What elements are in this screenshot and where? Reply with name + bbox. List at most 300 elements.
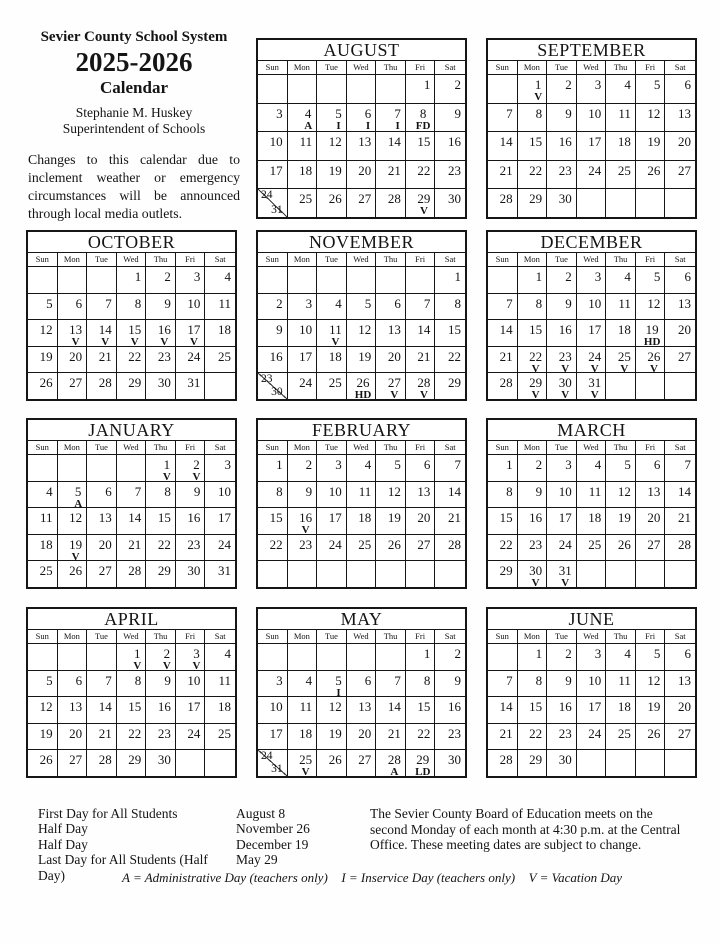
day-cell [205,508,235,534]
day-number: 6 [684,269,691,284]
day-number: 6 [105,483,112,499]
weekday-label: Tue [547,61,577,74]
day-cell-empty [288,644,318,670]
day-value [529,323,542,336]
day-cell [665,535,695,561]
day-value [329,511,342,524]
day-cell [258,535,288,561]
day-value [299,511,312,534]
day-number: 10 [187,295,201,311]
day-number: 21 [387,725,401,741]
day-number: 28 [499,752,513,768]
week-row [488,267,695,294]
day-cell [488,455,518,481]
day-cell [547,697,577,723]
day-cell [665,75,695,103]
day-code: LD [415,766,431,776]
day-cell [376,724,406,750]
day-number: 22 [157,536,171,552]
day-code: V [561,577,570,587]
day-cell [518,750,548,776]
day-cell [636,104,666,132]
day-value [654,458,661,471]
day-value [270,538,283,551]
day-cell [317,373,347,399]
day-code: HD [643,336,661,346]
day-number: 21 [387,162,401,178]
day-cell [258,508,288,534]
day-value [187,376,200,389]
day-number: 12 [647,105,661,121]
day-value [647,485,660,498]
day-cell [577,347,607,373]
day-value [105,297,112,310]
day-value [624,270,631,283]
day-cell [258,373,288,399]
day-value [69,564,82,577]
week-row [258,104,465,133]
day-cell [636,644,666,670]
day-cell [665,132,695,160]
day-value [358,192,371,205]
day-number: 18 [617,134,631,150]
day-number: 22 [529,348,543,364]
day-value [448,192,461,205]
day-code: V [419,389,428,399]
day-number: 7 [394,672,401,688]
day-number: 11 [358,483,372,499]
day-cell [58,373,88,399]
day-cell [87,347,117,373]
weekday-label: Wed [347,630,377,643]
day-number: 2 [565,77,572,92]
key-date-row [38,806,368,821]
day-value [529,376,542,399]
month-title: AUGUST [258,40,465,61]
day-value [647,511,660,524]
day-cell [28,561,58,587]
day-cell [58,294,88,320]
day-number: 30 [187,563,201,579]
day-value [329,350,342,363]
day-value [105,674,112,687]
day-code: A [74,497,83,508]
day-number: 17 [217,510,231,526]
day-number: 21 [499,162,513,178]
day-value [424,458,431,471]
day-value [529,538,542,551]
day-number: 14 [128,510,142,526]
day-value [40,727,53,740]
day-value [618,164,631,177]
day-value [647,135,660,148]
day-cell [258,697,288,723]
day-number: 29 [416,752,430,768]
day-cell [636,671,666,697]
day-cell-empty [488,267,518,293]
day-cell-empty [176,750,206,776]
day-cell [28,373,58,399]
day-number: 20 [387,348,401,364]
day-cell-empty [87,455,117,481]
day-value [684,78,691,91]
day-value [40,564,53,577]
day-number: 5 [653,269,661,284]
day-number: 14 [387,134,401,150]
day-cell [518,644,548,670]
weekday-label: Wed [347,253,377,266]
day-number: 19 [647,134,661,150]
day-number: 29 [499,563,513,579]
day-number: 6 [75,295,83,311]
day-cell [58,561,88,587]
day-value [300,135,313,148]
day-value [218,485,231,498]
day-value [40,376,53,389]
day-code: V [130,336,139,346]
day-cell [606,132,636,160]
weekday-label: Fri [176,441,206,454]
day-code: I [336,686,341,697]
day-value [163,647,171,670]
weekday-label: Sat [444,631,456,641]
day-value [565,674,572,687]
day-number: 19 [39,348,53,364]
day-number: 27 [69,375,83,391]
day-number: 9 [276,322,283,338]
day-number: 23 [558,162,572,178]
day-value [424,78,431,91]
day-number: 13 [677,295,691,311]
day-value [415,753,430,776]
day-value [388,323,401,336]
day-cell [146,347,176,373]
weekday-label: Tue [547,253,577,266]
day-number: 18 [617,322,631,338]
day-cell [606,644,636,670]
day-number: 11 [218,672,231,688]
day-value [299,164,312,177]
day-value [74,485,82,508]
weekday-label: Tue [87,441,117,454]
day-value [500,727,513,740]
day-cell [406,373,436,399]
month-title: MARCH [488,420,695,441]
day-value [388,376,401,399]
week-row [488,161,695,190]
day-number: 21 [128,536,142,552]
weekday-label: Thu [606,441,636,454]
day-cell [435,267,465,293]
week-row [258,482,465,509]
day-cell [376,161,406,189]
day-cell [317,132,347,160]
day-number: 12 [387,483,401,499]
day-value [46,485,53,498]
day-number: 20 [98,536,112,552]
day-cell [547,455,577,481]
day-value [500,350,513,363]
day-number: 10 [588,672,602,688]
day-code: V [162,660,171,670]
weekday-header-row [488,61,695,75]
day-value [454,78,461,91]
weekday-header-row [258,441,465,455]
day-number: 8 [535,295,543,311]
day-cell [347,189,377,217]
day-value [187,297,200,310]
day-value [565,107,572,120]
day-number: 5 [653,77,661,92]
day-code: V [531,389,540,399]
day-value [218,564,231,577]
day-value [388,485,401,498]
day-cell [146,724,176,750]
day-cell [406,697,436,723]
day-number: 30 [157,752,171,768]
day-value [394,674,401,687]
day-value [417,192,430,217]
day-cell-empty [665,750,695,776]
day-cell [547,75,577,103]
day-value [388,350,401,363]
day-cell [117,644,147,670]
day-number: 20 [677,699,691,715]
day-cell [176,267,206,293]
day-cell [288,724,318,750]
day-cell [87,508,117,534]
day-value [270,727,283,740]
day-value [618,485,631,498]
day-cell [317,320,347,346]
day-cell [205,482,235,508]
day-cell [205,294,235,320]
day-number: 30 [558,191,572,207]
day-cell [176,294,206,320]
day-value [559,164,572,177]
day-value [164,485,171,498]
week-row [28,267,235,294]
day-value [565,458,572,471]
weekday-label: Wed [117,630,147,643]
day-value [133,647,141,670]
day-number: 14 [98,699,112,715]
day-number: 6 [684,646,691,661]
day-value [69,727,82,740]
day-cell [347,161,377,189]
day-number: 16 [558,134,572,150]
day-cell [58,508,88,534]
day-value [559,511,572,524]
day-value [69,350,82,363]
day-cell [435,455,465,481]
day-cell [288,161,318,189]
day-number: 27 [677,162,691,178]
day-cell-empty [117,455,147,481]
day-value [299,323,312,336]
day-cell [435,482,465,508]
day-number: 28 [98,752,112,768]
day-cell [288,132,318,160]
day-cell [435,671,465,697]
day-cell [376,750,406,776]
weekday-label: Wed [347,61,377,74]
day-value [394,297,401,310]
day-number: 3 [305,295,313,311]
day-cell [577,671,607,697]
day-cell [288,294,318,320]
day-number: 16 [299,510,313,526]
day-number: 31 [558,563,572,579]
day-value [299,192,312,205]
day-number: 22 [529,162,543,178]
day-cell [435,724,465,750]
day-value [454,270,461,283]
day-number: 16 [558,699,572,715]
day-number: 26 [39,752,53,768]
day-cell [547,561,577,587]
day-number: 2 [193,457,200,472]
weekday-label: Sun [258,253,288,266]
day-value [335,297,342,310]
day-cell [58,750,88,776]
day-value [69,700,82,713]
weekday-label: Thu [606,253,636,266]
day-cell [435,75,465,103]
day-cell-empty [435,561,465,587]
day-cell [258,347,288,373]
weekday-label: Mon [58,441,88,454]
day-value [448,727,461,740]
day-value [270,164,283,177]
day-cell [665,697,695,723]
day-cell-empty [28,267,58,293]
weekday-label: Sat [444,254,456,264]
day-number: 25 [617,348,631,364]
day-cell [28,697,58,723]
day-cell [435,508,465,534]
day-number: 3 [594,77,602,92]
month-march [486,418,697,589]
day-cell [547,724,577,750]
day-cell [547,373,577,399]
day-number: 5 [74,483,82,499]
weekday-label: Thu [376,441,406,454]
day-code: V [531,577,540,587]
weekday-label: Wed [577,441,607,454]
day-cell [376,508,406,534]
day-number: 22 [447,348,461,364]
week-row [258,161,465,190]
day-cell [205,724,235,750]
day-number: 9 [565,295,572,311]
day-value [654,647,661,660]
day-cell [518,320,548,346]
weekday-label: Thu [376,61,406,74]
day-value [128,376,141,389]
day-value [276,107,283,120]
day-value [40,700,53,713]
day-cell [58,347,88,373]
day-cell [665,644,695,670]
day-number: 11 [40,510,53,526]
day-value [218,700,231,713]
day-cell [258,189,288,217]
day-number: 4 [224,646,231,661]
day-code: V [71,550,80,561]
weekday-label: Tue [317,441,347,454]
day-value [388,164,401,177]
day-value [559,192,572,205]
day-number: 7 [506,295,513,311]
week-row [28,508,235,535]
day-cell [435,373,465,399]
day-code: V [561,362,570,373]
day-cell [87,320,117,346]
day-number: 9 [305,483,313,499]
day-cell [176,724,206,750]
day-value [588,700,601,713]
day-value [158,727,171,740]
day-cell [146,294,176,320]
day-value [500,753,513,766]
day-cell [435,132,465,160]
weekday-label: Fri [406,441,436,454]
day-value [500,511,513,524]
weekday-label: Sun [28,253,58,266]
day-value [224,458,231,471]
day-cell [665,161,695,189]
day-cell [117,294,147,320]
day-value [187,564,200,577]
day-number: 20 [677,134,691,150]
day-cell [205,697,235,723]
day-value [454,107,461,120]
day-number: 3 [276,672,283,688]
day-number: 14 [417,322,431,338]
day-value [299,727,312,740]
day-cell [146,267,176,293]
day-cell [636,320,666,346]
day-cell [636,267,666,293]
day-value [69,753,82,766]
day-cell [146,750,176,776]
day-cell [518,535,548,561]
day-number: 29 [128,375,142,391]
day-cell-empty [317,75,347,103]
day-number: 30 [157,375,171,391]
weekday-label: Mon [518,61,548,74]
day-number: 25 [358,536,372,552]
day-cell [518,724,548,750]
day-value [306,297,313,310]
week-row [488,671,695,698]
day-cell [577,132,607,160]
week-row [258,508,465,535]
week-row [488,508,695,535]
day-cell [577,482,607,508]
day-number: 9 [164,295,171,311]
day-number: 3 [594,269,602,284]
day-value [647,674,660,687]
day-value [276,674,283,687]
day-cell [176,535,206,561]
day-code: V [301,766,310,776]
weekday-label: Mon [288,253,318,266]
day-number: 29 [128,752,142,768]
day-number: 20 [69,725,83,741]
key-date-value: August 8 [236,806,286,821]
